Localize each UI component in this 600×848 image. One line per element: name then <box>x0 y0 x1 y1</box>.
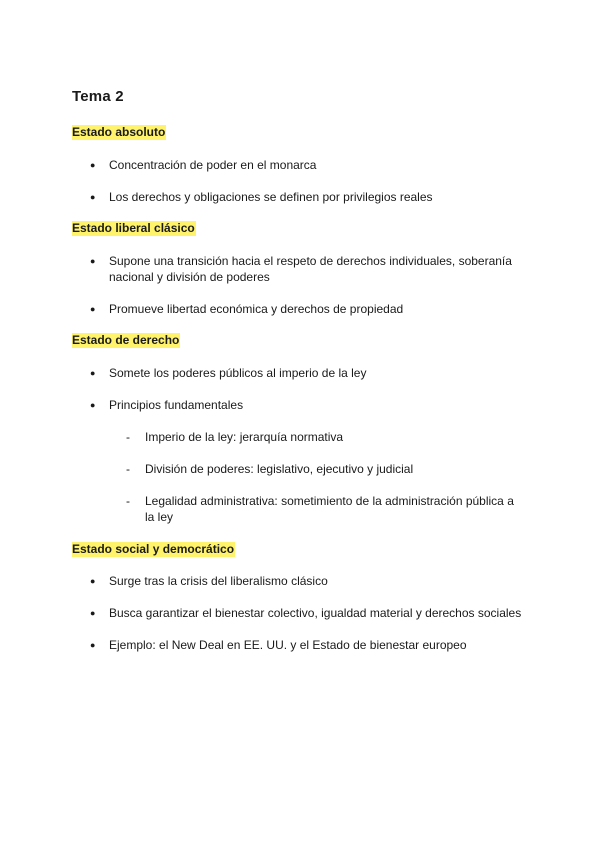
list-item: ● Somete los poderes públicos al imperio de la ley <box>90 366 367 380</box>
bullet-icon: ● <box>90 256 96 266</box>
bullet-icon: ● <box>90 400 96 410</box>
list-item: ● Busca garantizar el bienestar colectivo, igualdad material y derechos sociales <box>90 606 522 620</box>
sub-list-item: - Imperio de la ley: jerarquía normativa <box>126 430 344 444</box>
list-item: ● Surge tras la crisis del liberalismo clásico <box>90 574 328 588</box>
sub-list-item: - División de poderes: legislativo, ejecutivo y judicial <box>126 462 414 476</box>
section-heading-derecho: Estado de derecho <box>72 333 180 347</box>
list-item: ● Promueve libertad económica y derechos de propiedad <box>90 302 404 316</box>
section-heading-liberal: Estado liberal clásico <box>72 221 195 235</box>
section-heading-absoluto: Estado absoluto <box>72 125 166 139</box>
bullet-icon: ● <box>90 160 96 170</box>
page-title: Tema 2 <box>72 88 124 105</box>
dash-icon: - <box>126 462 130 476</box>
bullet-icon: ● <box>90 576 96 586</box>
list-item: ● Concentración de poder en el monarca <box>90 158 317 172</box>
bullet-icon: ● <box>90 192 96 202</box>
dash-icon: - <box>126 430 130 444</box>
bullet-icon: ● <box>90 640 96 650</box>
list-item: ● Principios fundamentales <box>90 398 244 412</box>
bullet-icon: ● <box>90 368 96 378</box>
bullet-icon: ● <box>90 304 96 314</box>
section-heading-social: Estado social y democrático <box>72 542 235 556</box>
dash-icon: - <box>126 494 130 508</box>
bullet-icon: ● <box>90 608 96 618</box>
list-item: ● Ejemplo: el New Deal en EE. UU. y el Estado de bienestar europeo <box>90 638 467 652</box>
list-item: ● Supone una transición hacia el respeto de derechos individuales, soberanía nacional y división de poderes <box>90 254 512 284</box>
list-item: ● Los derechos y obligaciones se definen por privilegios reales <box>90 190 433 204</box>
sub-list-item: - Legalidad administrativa: sometimiento de la administración pública a la ley <box>126 494 514 524</box>
